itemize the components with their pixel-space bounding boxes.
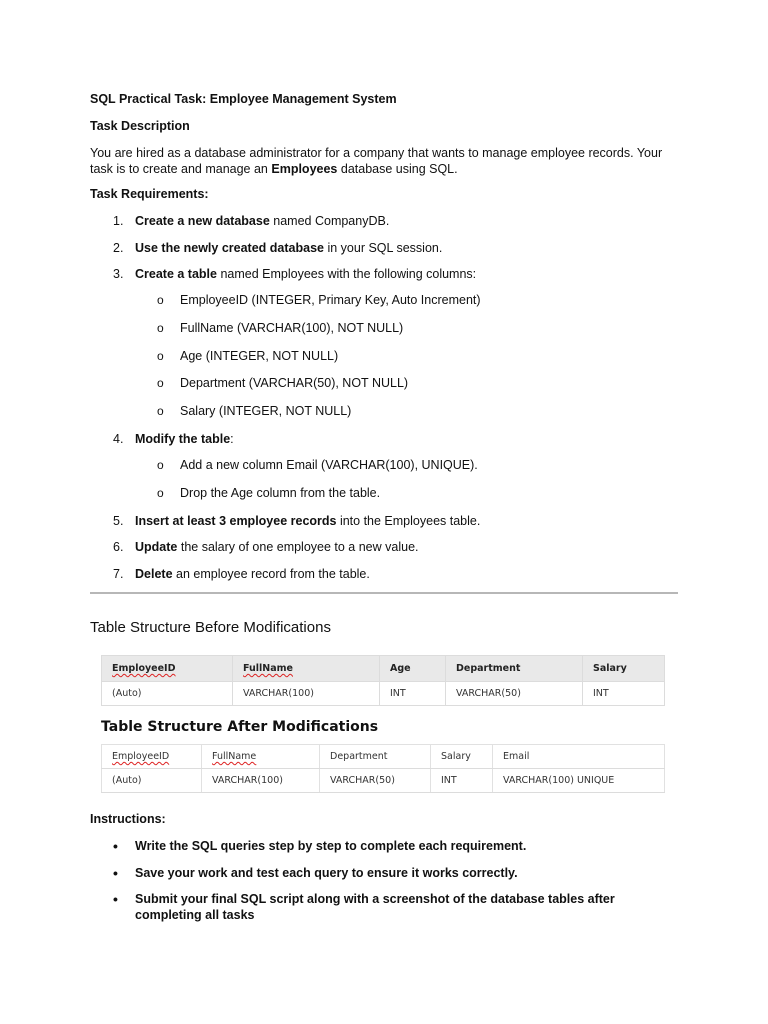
table-header-row: [102, 656, 665, 682]
table-cell: (Auto): [102, 682, 233, 706]
horizontal-divider: [90, 592, 678, 594]
table-cell: VARCHAR(100): [233, 682, 380, 706]
requirement-item: 4. Modify the table:: [113, 432, 234, 446]
column-list-item: o FullName (VARCHAR(100), NOT NULL): [157, 321, 404, 335]
before-modifications-table: [101, 655, 665, 706]
task-description-paragraph: You are hired as a database administrator for a company that wants to manage employee records. Your task is to create and manage an Employees database using SQL.: [90, 146, 663, 176]
table-header-cell: Department: [320, 745, 431, 769]
table-cell: (Auto): [102, 769, 202, 793]
table-header-cell: Salary: [583, 656, 665, 682]
table-row: [102, 769, 665, 793]
table-cell: INT: [431, 769, 493, 793]
instruction-item: • Submit your final SQL script along with a screenshot of the database tables after completing all tasks: [113, 891, 615, 922]
table-cell: INT: [583, 682, 665, 706]
table-cell: VARCHAR(100): [202, 769, 320, 793]
requirement-item: 6. Update the salary of one employee to a new value.: [113, 540, 419, 554]
before-table-title: Table Structure Before Modifications: [90, 619, 331, 636]
column-list-item: o EmployeeID (INTEGER, Primary Key, Auto Increment): [157, 293, 481, 307]
after-table-title: Table Structure After Modifications: [101, 719, 379, 735]
table-header-cell: FullName: [202, 745, 320, 769]
requirements-heading: Task Requirements:: [90, 187, 209, 201]
table-row: [102, 682, 665, 706]
table-header-cell: Email: [493, 745, 665, 769]
table-cell: VARCHAR(50): [320, 769, 431, 793]
document-title: SQL Practical Task: Employee Management System: [90, 92, 397, 106]
table-header-cell: Salary: [431, 745, 493, 769]
instruction-item: • Write the SQL queries step by step to complete each requirement.: [113, 838, 527, 854]
table-cell: VARCHAR(100) UNIQUE: [493, 769, 665, 793]
table-header-cell: FullName: [233, 656, 380, 682]
instructions-heading: Instructions:: [90, 812, 166, 826]
table-header-cell: Age: [380, 656, 446, 682]
column-list-item: o Department (VARCHAR(50), NOT NULL): [157, 376, 409, 390]
table-header-cell: EmployeeID: [102, 656, 233, 682]
column-list-item: o Salary (INTEGER, NOT NULL): [157, 404, 352, 418]
requirement-item: 7. Delete an employee record from the table.: [113, 567, 370, 581]
table-header-cell: EmployeeID: [102, 745, 202, 769]
table-cell: INT: [380, 682, 446, 706]
requirement-item: 1. Create a new database named CompanyDB.: [113, 214, 390, 228]
requirement-item: 5. Insert at least 3 employee records into the Employees table.: [113, 514, 481, 528]
table-cell: VARCHAR(50): [446, 682, 583, 706]
requirement-item: 2. Use the newly created database in your SQL session.: [113, 241, 443, 255]
table-header-cell: Department: [446, 656, 583, 682]
after-modifications-table: [101, 744, 665, 793]
task-description-heading: Task Description: [90, 119, 190, 133]
instruction-item: • Save your work and test each query to ensure it works correctly.: [113, 865, 518, 881]
modify-list-item: o Drop the Age column from the table.: [157, 486, 381, 500]
requirement-item: 3. Create a table named Employees with the following columns:: [113, 267, 477, 281]
table-header-row: [102, 745, 665, 769]
modify-list-item: o Add a new column Email (VARCHAR(100), UNIQUE).: [157, 458, 478, 472]
column-list-item: o Age (INTEGER, NOT NULL): [157, 349, 339, 363]
